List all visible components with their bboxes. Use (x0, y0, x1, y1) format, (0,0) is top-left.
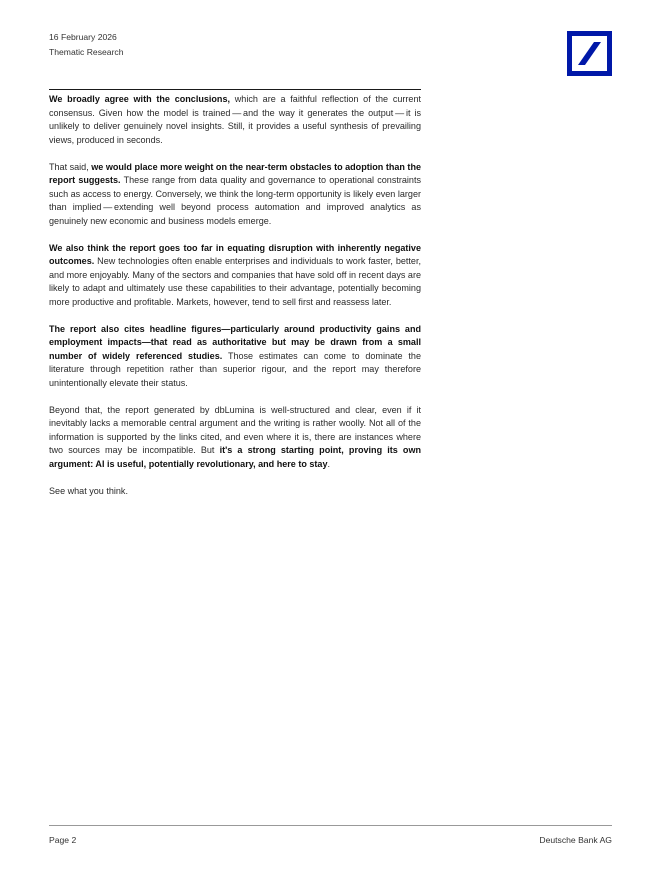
paragraph-text: These range from data quality and governance to operational constraints such as access to energy. Conversely, we think the long-term opportunity is likely even larger than implied — extending well beyond process automation and improved analytics as genuinely new economic and business models emerge. (49, 175, 421, 226)
article-body (49, 93, 421, 512)
paragraph-text: which are a faithful reflection of the current consensus. Given how the model is trained — and the way it generates the output — it is unlikely to deliver genuinely novel insights. Still, it provides a useful synthesis of prevailing views, produced in seconds. (49, 94, 421, 145)
paragraph-4 (49, 323, 421, 391)
paragraph-lead: We also think the report goes too far in equating disruption with inherently negative outcomes. (49, 242, 421, 266)
paragraph-lead: we would place more weight on the near-term obstacles to adoption than the report suggests. (49, 161, 421, 185)
paragraph-6 (49, 485, 421, 499)
paragraph-lead: We broadly agree with the conclusions, (49, 94, 230, 104)
paragraph-1 (49, 93, 421, 147)
paragraph-text: That said, (49, 161, 92, 172)
deutsche-bank-logo (567, 31, 612, 76)
paragraph-text: New technologies often enable enterprises and individuals to work faster, better, and more enjoyably. Many of the sectors and companies that have sold off in recent days are likely to adapt and ultimately use these capabilities to their advantage, potentially becoming more productive and profitable. Markets, however, tend to sell first and reassess later. (49, 256, 421, 307)
paragraph-3 (49, 242, 421, 310)
report-date: 16 February 2026 (49, 32, 117, 42)
header-meta (49, 30, 124, 60)
paragraph-lead: The report also cites headline figures—particularly around productivity gains and employment impacts—that read as authoritative but may be drawn from a small number of widely referenced studies. (49, 323, 421, 361)
report-section: Thematic Research (49, 47, 124, 57)
paragraph-text: Beyond that, the report generated by dbLumina is well-structured and clear, even if it inevitably lacks a memorable central argument and the writing is rather woolly. Not all of the information is supported by the links cited, and even where it is, there are instances where two sources may be incompatible. But (49, 404, 421, 455)
paragraph-emphasis: it's a strong starting point, proving its own argument: AI is useful, potentially revolutionary, and here to stay (49, 445, 422, 469)
company-name: Deutsche Bank AG (539, 835, 612, 845)
logo-mark-icon (567, 31, 612, 76)
paragraph-2 (49, 161, 421, 229)
paragraph-text: See what you think. (49, 485, 128, 496)
paragraph-text: Those estimates can come to dominate the literature through repetition rather than superior rigour, and the report may therefore unintentionally elevate their status. (49, 350, 421, 388)
paragraph-5 (49, 404, 421, 472)
paragraph-text: . (327, 458, 331, 469)
top-rule (49, 89, 421, 90)
page-number: Page 2 (49, 835, 77, 845)
footer-rule (49, 825, 612, 826)
